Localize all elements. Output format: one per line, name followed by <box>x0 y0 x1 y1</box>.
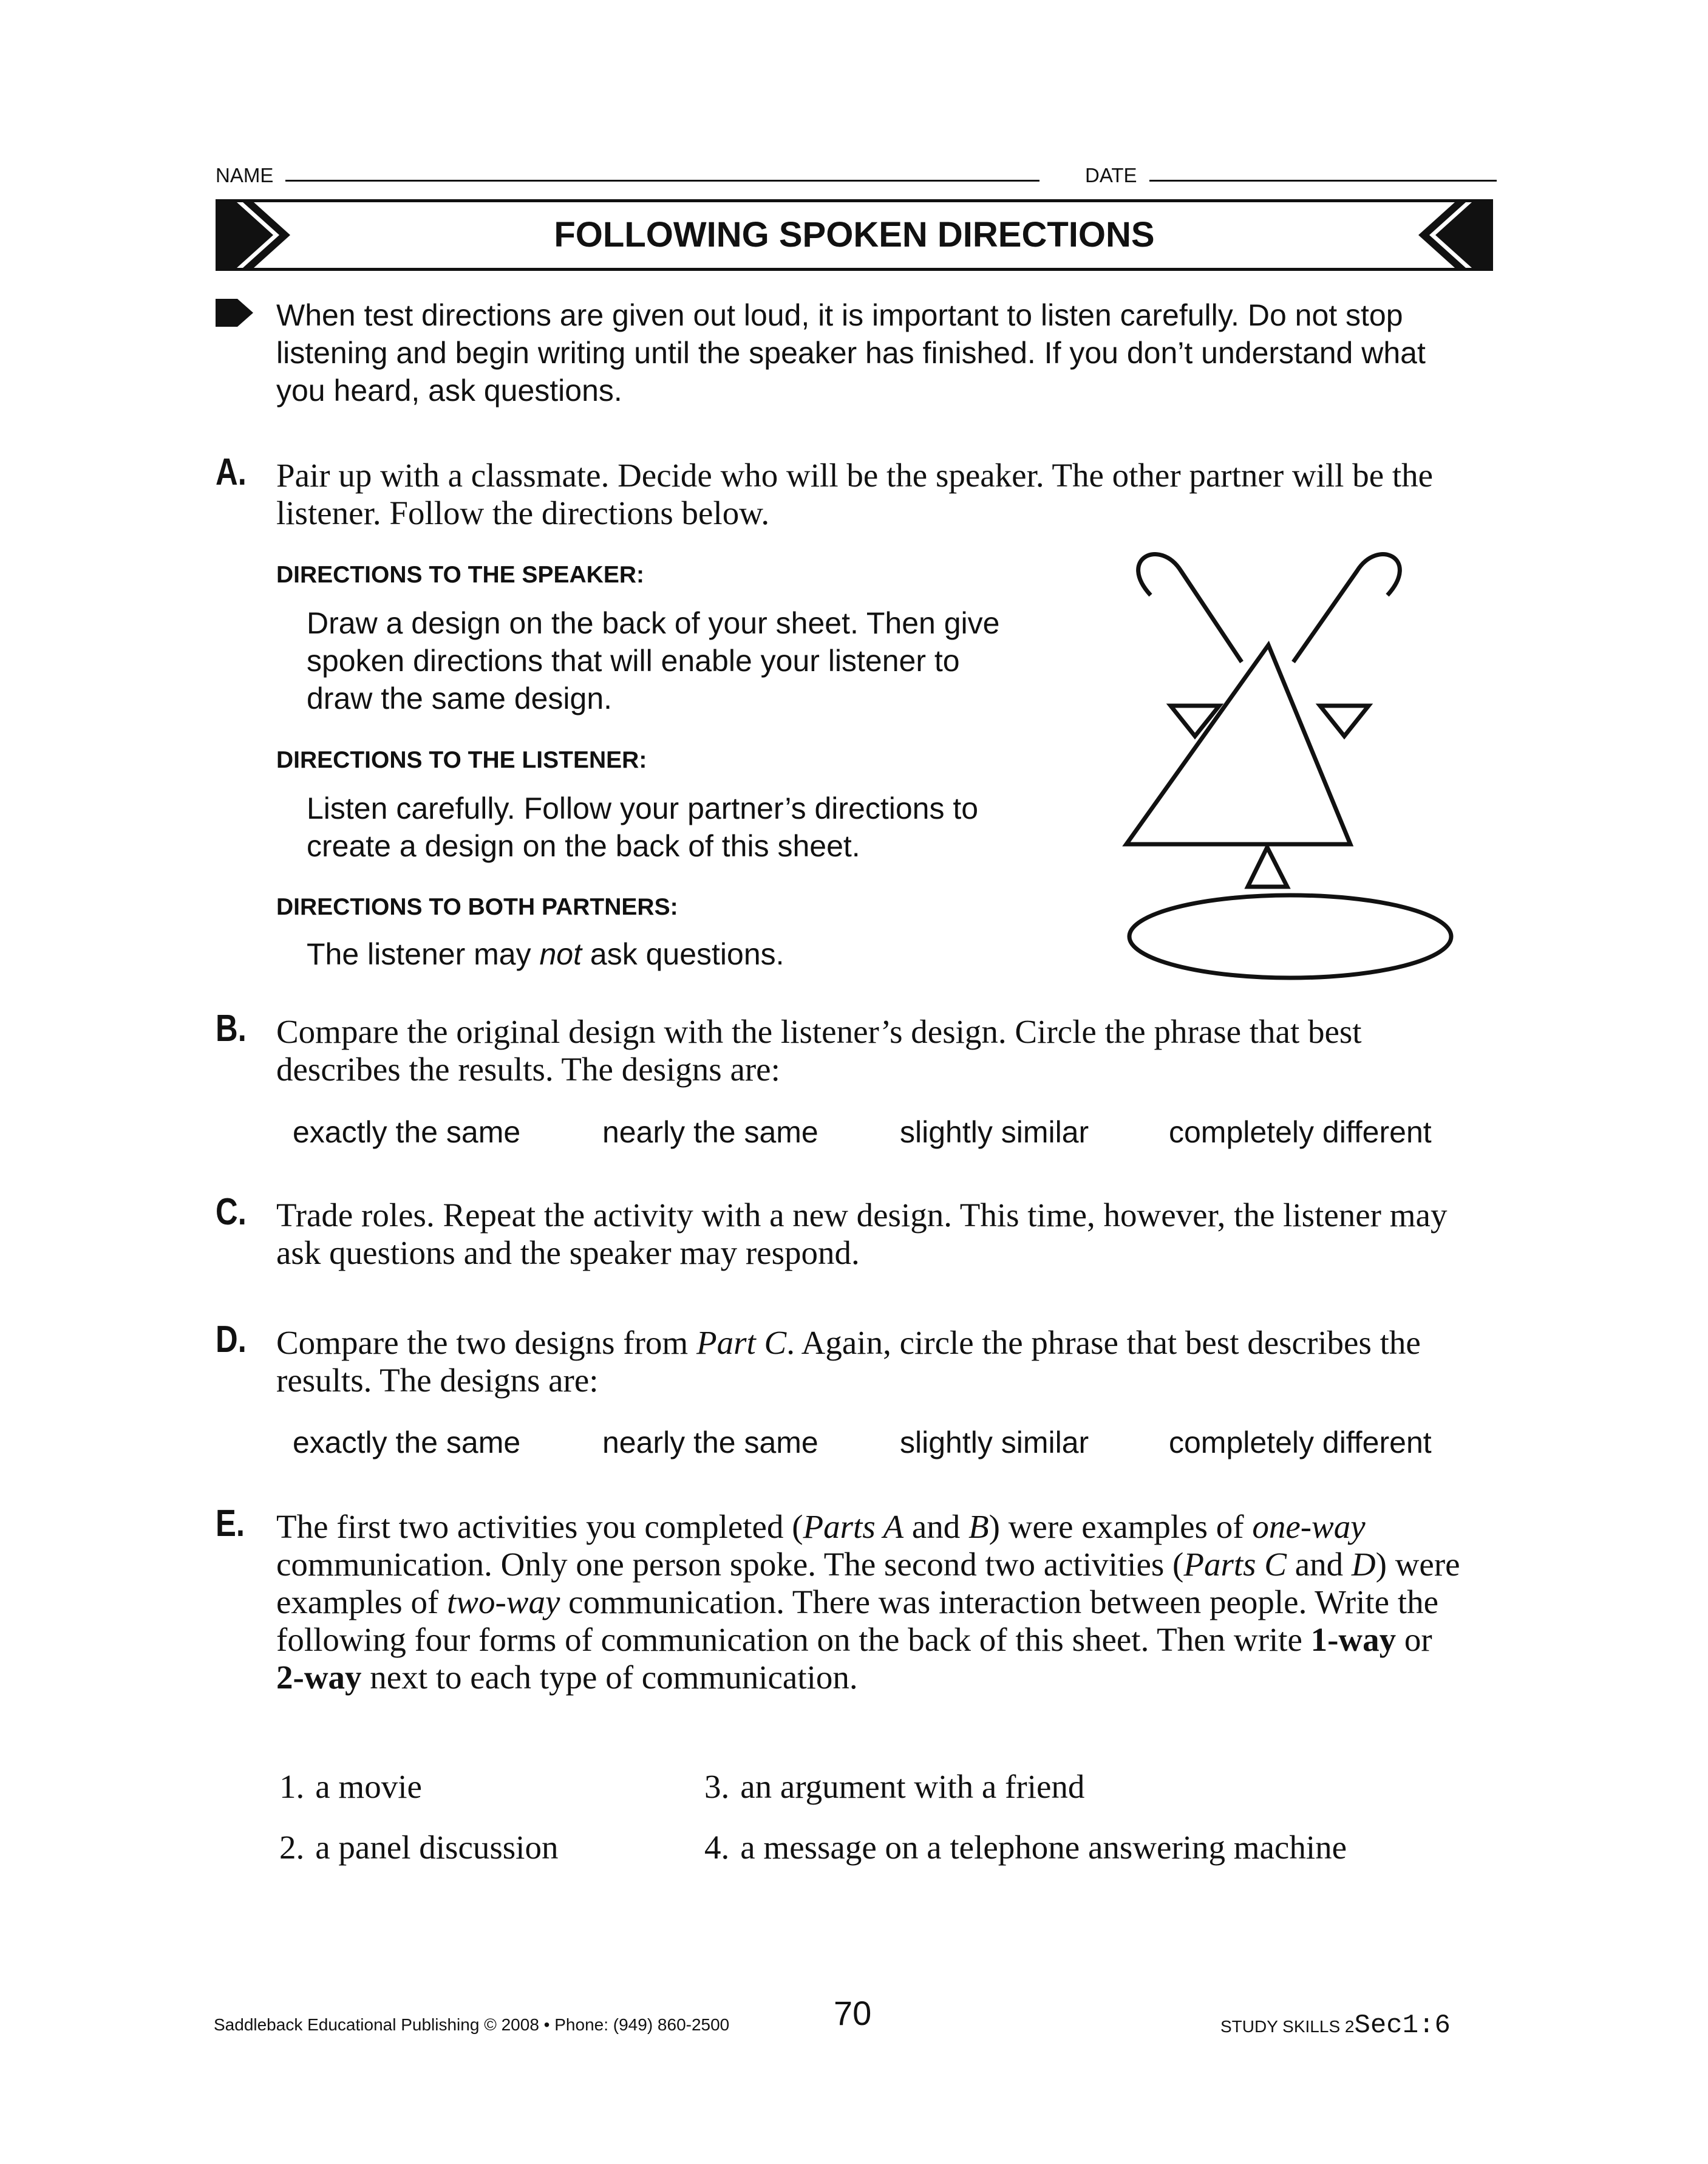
e-p8: or <box>1396 1621 1432 1658</box>
e-em4: Parts C <box>1183 1546 1287 1583</box>
e-em6: two-way <box>447 1583 560 1620</box>
list-num: 2. <box>279 1829 305 1866</box>
e-p7: communication. There was interaction between people. Write the following four forms of communication on the back of this sheet. Then write <box>276 1583 1439 1658</box>
both-post: ask questions. <box>582 937 784 971</box>
d-post: . Again, circle the phrase that best describes the results. The designs are: <box>276 1324 1421 1399</box>
arrow-bullet-icon <box>216 299 253 327</box>
section-c-text: Trade roles. Repeat the activity with a new design. This time, however, the listener may ask questions and the speaker may respond. <box>276 1196 1448 1271</box>
list-item <box>704 1767 1084 1806</box>
section-e-letter: E. <box>216 1503 245 1544</box>
b-option-3[interactable]: slightly similar <box>900 1115 1089 1149</box>
series-label: STUDY SKILLS 2 <box>1220 2017 1355 2036</box>
d-emphasis: Part C <box>696 1324 787 1361</box>
section-b-letter: B. <box>216 1008 247 1050</box>
small-bottom-triangle <box>1248 847 1287 887</box>
d-pre: Compare the two designs from <box>276 1324 696 1361</box>
e-em5: D <box>1351 1546 1376 1583</box>
e-p3: ) were examples of <box>988 1508 1253 1545</box>
list-num: 3. <box>704 1768 730 1805</box>
d-option-4[interactable]: completely different <box>1169 1425 1432 1459</box>
b-option-2[interactable]: nearly the same <box>602 1115 818 1149</box>
b-option-1[interactable]: exactly the same <box>293 1115 521 1149</box>
e-em3: one-way <box>1252 1508 1366 1545</box>
date-label: DATE <box>1085 164 1137 186</box>
d-option-1[interactable]: exactly the same <box>293 1425 521 1459</box>
e-p1: The first two activities you completed ( <box>276 1508 803 1545</box>
e-p5: and <box>1286 1546 1352 1583</box>
listener-heading: DIRECTIONS TO THE LISTENER: <box>276 747 647 773</box>
section-b-text: Compare the original design with the listener’s design. Circle the phrase that best describes the results. The designs are: <box>276 1013 1362 1088</box>
e-p6: ) were examples of <box>276 1546 1460 1620</box>
both-heading: DIRECTIONS TO BOTH PARTNERS: <box>276 894 678 920</box>
page-number: 70 <box>834 1994 872 2032</box>
e-em1: Parts A <box>803 1508 904 1545</box>
e-bold2: 2-way <box>276 1659 362 1696</box>
section-a-text: Pair up with a classmate. Decide who will be the speaker. The other partner will be the listener. Follow the directions below. <box>276 457 1434 531</box>
both-pre: The listener may <box>307 937 540 971</box>
listener-directions: Listen carefully. Follow your partner’s directions to create a design on the back of this sheet. <box>307 791 979 863</box>
list-text: an argument with a friend <box>740 1768 1085 1805</box>
left-antenna <box>1138 555 1242 662</box>
both-emphasis: not <box>539 937 582 971</box>
d-option-3[interactable]: slightly similar <box>900 1425 1089 1459</box>
list-num: 4. <box>704 1829 730 1866</box>
list-item <box>279 1828 558 1866</box>
section-e-text <box>276 1508 1460 1696</box>
list-text: a panel discussion <box>315 1829 559 1866</box>
speaker-heading: DIRECTIONS TO THE SPEAKER: <box>276 562 645 588</box>
speaker-directions: Draw a design on the back of your sheet. Then give spoken directions that will enable your listener to draw the same design. <box>307 606 1000 715</box>
e-em2: B <box>968 1508 989 1545</box>
main-triangle <box>1126 645 1350 844</box>
e-bold1: 1-way <box>1310 1621 1397 1658</box>
right-small-triangle <box>1320 706 1369 736</box>
list-item <box>279 1767 422 1806</box>
list-text: a message on a telephone answering machine <box>740 1829 1347 1866</box>
list-item <box>704 1828 1347 1866</box>
section-d-letter: D. <box>216 1319 247 1360</box>
page-title: FOLLOWING SPOKEN DIRECTIONS <box>554 215 1155 254</box>
section-code: Sec1:6 <box>1354 2010 1451 2041</box>
section-d-text <box>276 1324 1460 1399</box>
date-field[interactable] <box>1149 180 1497 182</box>
section-a-letter: A. <box>216 451 247 493</box>
b-option-4[interactable]: completely different <box>1169 1115 1432 1149</box>
section-c-letter: C. <box>216 1191 247 1233</box>
d-option-2[interactable]: nearly the same <box>602 1425 818 1459</box>
list-text: a movie <box>315 1768 422 1805</box>
design-illustration <box>1117 541 1469 990</box>
e-p9: next to each type of communication. <box>361 1659 858 1696</box>
right-antenna <box>1293 555 1400 662</box>
bottom-ellipse <box>1129 895 1451 978</box>
footer-publisher: Saddleback Educational Publishing © 2008 • Phone: (949) 860-2500 <box>214 2015 730 2034</box>
both-directions <box>307 935 1005 973</box>
name-field[interactable] <box>285 180 1039 182</box>
list-num: 1. <box>279 1768 305 1805</box>
footer-series <box>1220 2010 1451 2041</box>
title-banner <box>216 199 1493 271</box>
e-p2: and <box>903 1508 969 1545</box>
e-p4: communication. Only one person spoke. The second two activities ( <box>276 1546 1184 1583</box>
name-label: NAME <box>216 164 274 186</box>
intro-paragraph: When test directions are given out loud, it is important to listen carefully. Do not stop listening and begin writing until the speaker has finished. If you don’t understand what you heard, ask questions. <box>276 298 1426 408</box>
